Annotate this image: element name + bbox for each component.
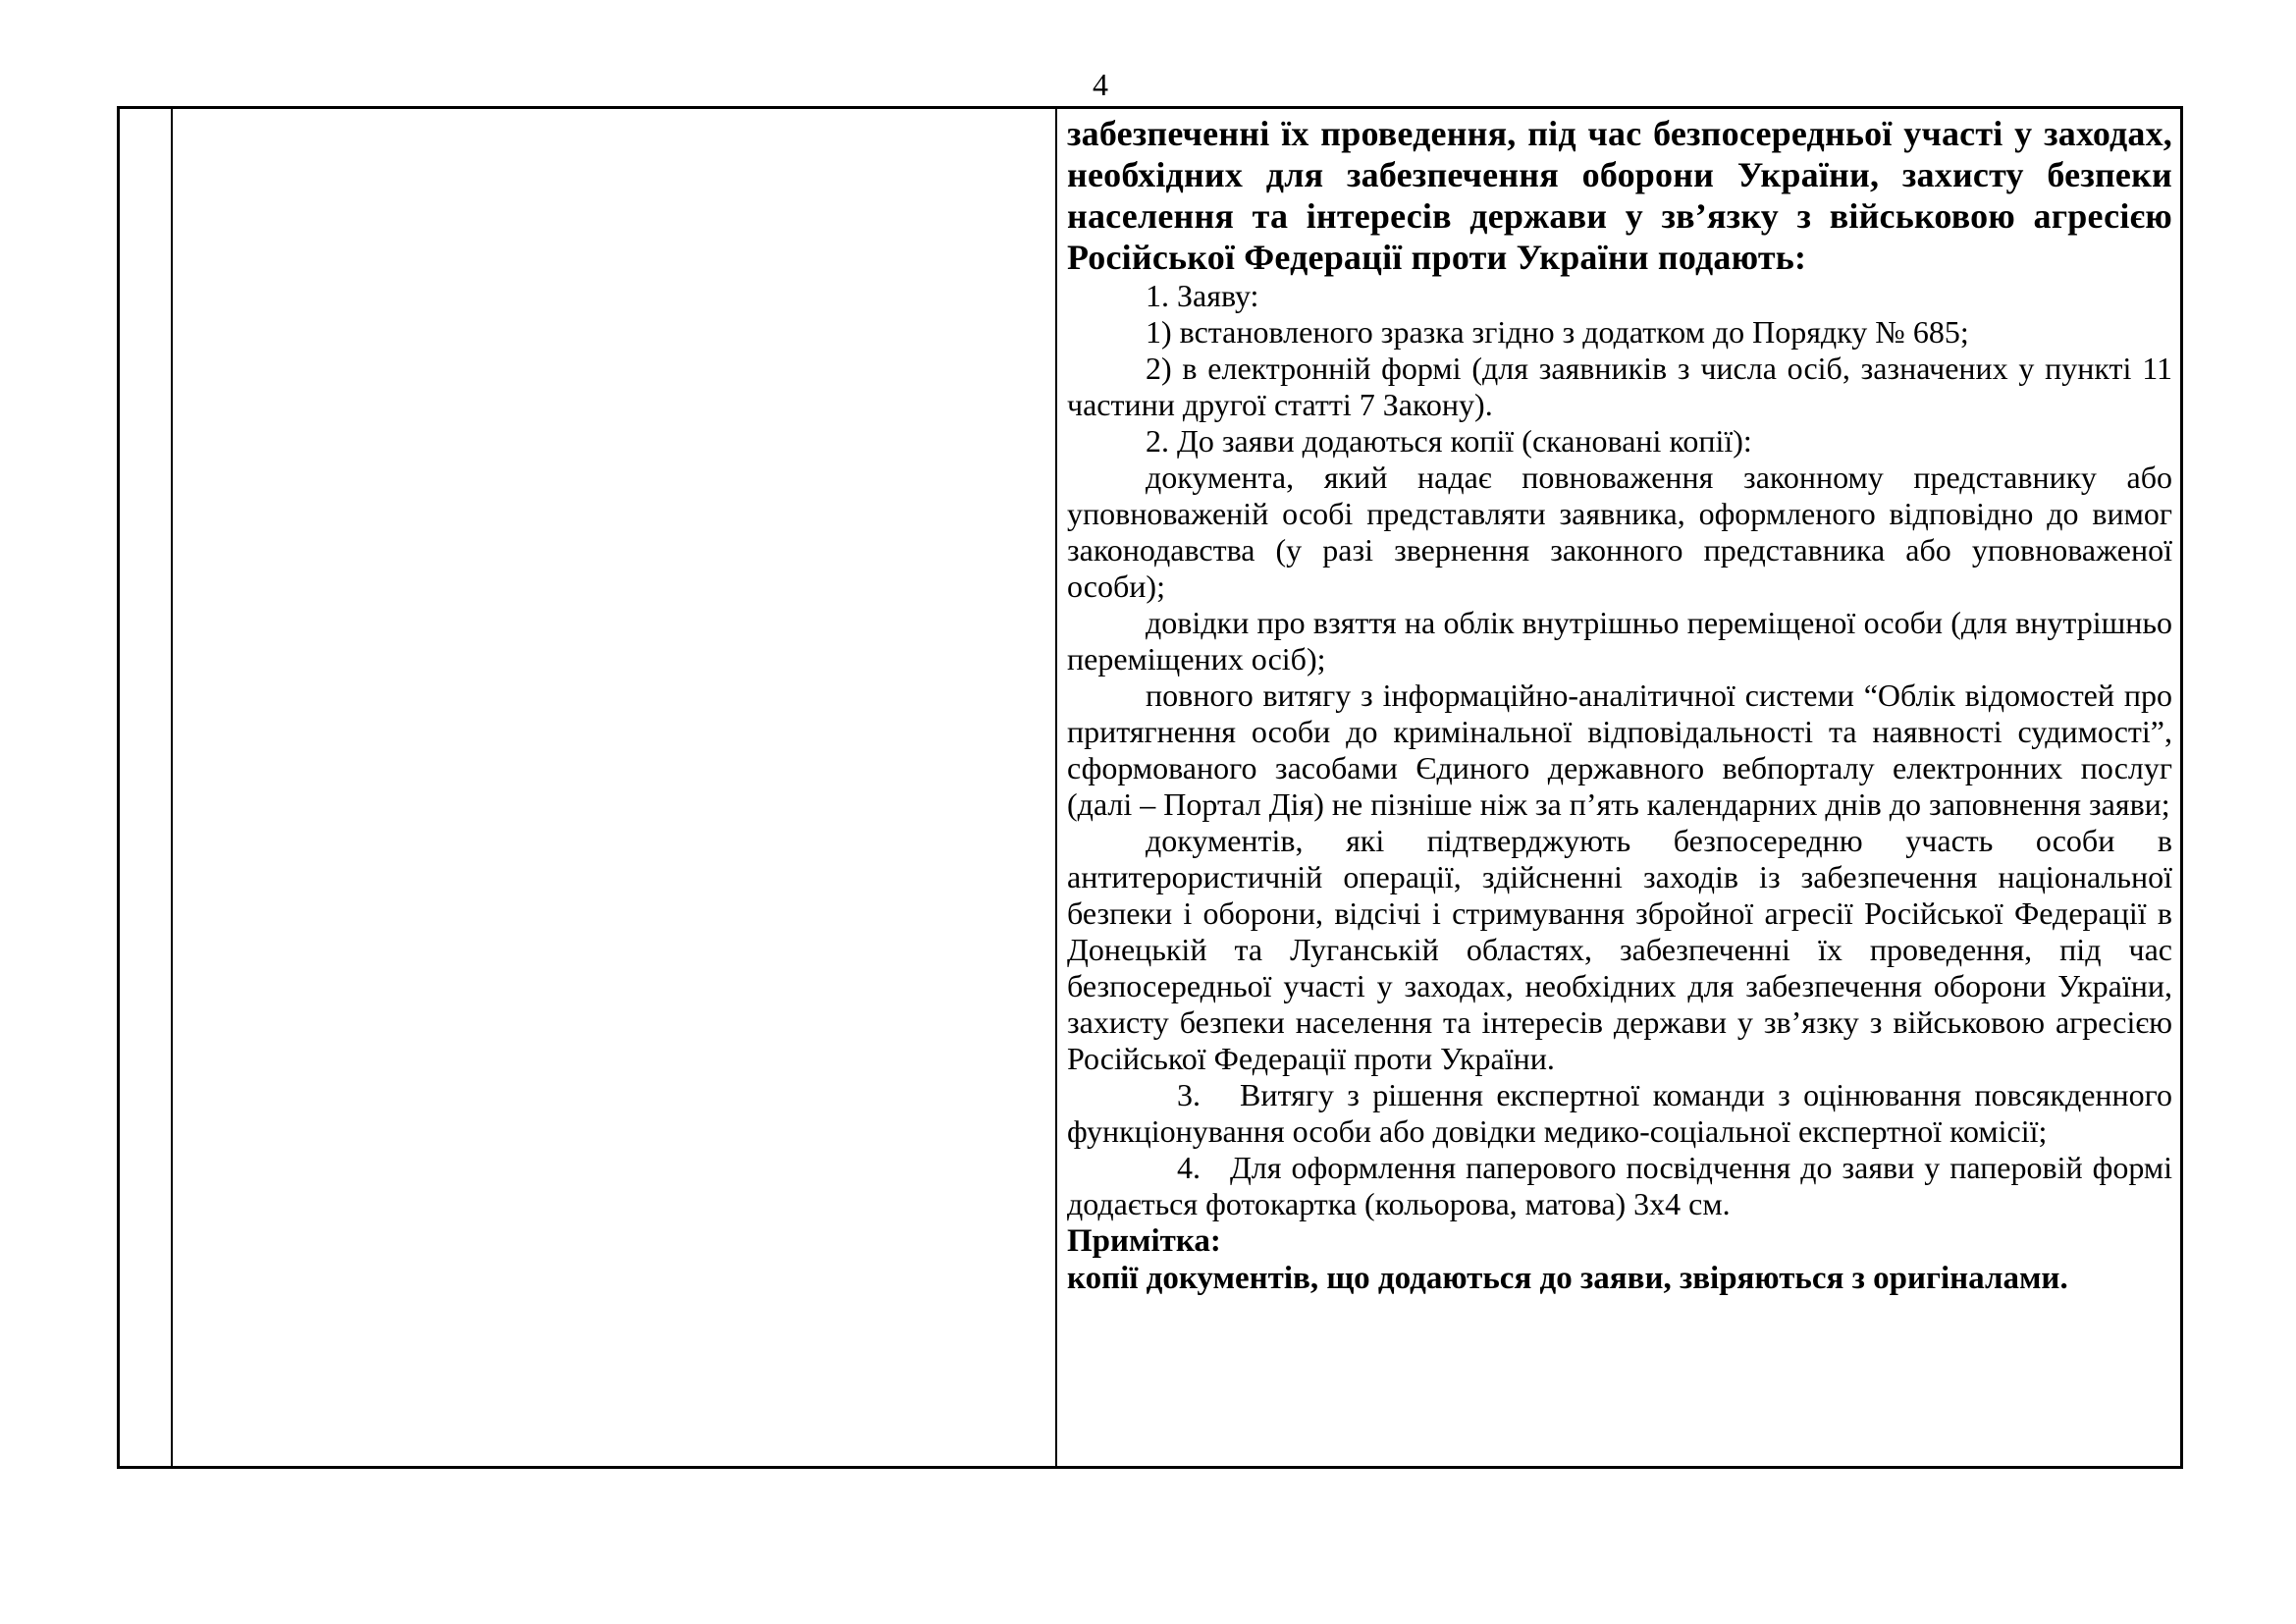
paragraph-note-text: копії документів, що додаються до заяви, звіряються з оригіналами. bbox=[1067, 1261, 2068, 1296]
paragraph-item-4: 4. Для оформлення паперового посвідчення до заяви у паперовій формі додається фотокартка (кольорова, матова) 3х4 см. bbox=[1067, 1150, 2172, 1221]
document-table bbox=[117, 106, 2183, 1469]
paragraph-subitem-1: 1) встановленого зразка згідно з додатком до Порядку № 685; bbox=[1146, 314, 1969, 350]
table-column-text bbox=[1057, 109, 2180, 1466]
paragraph-intro-bold: забезпеченні їх проведення, під час безпосередньої участі у заходах, необхідних для забезпечення оборони України, захисту безпеки населення та інтересів держави у зв’язку з військовою агресією Російської Федерації проти України подають: bbox=[1067, 114, 2172, 277]
paragraph-copy-idp-certificate: довідки про взяття на облік внутрішньо переміщеної особи (для внутрішньо переміщених осіб); bbox=[1067, 605, 2172, 677]
paragraph-copy-participation-docs: документів, які підтверджують безпосередню участь особи в антитерористичній операції, здійсненні заходів із забезпечення національної безпеки і оборони, відсічі і стримування збройної агресії Російської Федерації в Донецькій та Луганській областях, забезпеченні їх проведення, під час безпосередньої участі у заходах, необхідних для забезпечення оборони України, захисту безпеки населення та інтересів держави у зв’язку з військовою агресією Російської Федерації проти України. bbox=[1067, 823, 2172, 1076]
paragraph-item-2: 2. До заяви додаються копії (скановані копії): bbox=[1146, 423, 1752, 459]
paragraph-copy-document: документа, який надає повноваження законному представнику або уповноваженій особі представляти заявника, оформленого відповідно до вимог законодавства (у разі звернення законного представника або уповноваженої особи); bbox=[1067, 460, 2172, 604]
table-column-left-empty bbox=[120, 109, 173, 1466]
paragraph-item-1: 1. Заяву: bbox=[1146, 278, 1259, 313]
page-number: 4 bbox=[1093, 67, 1108, 102]
paragraph-note-label: Примітка: bbox=[1067, 1223, 1221, 1259]
paragraph-copy-extract: повного витягу з інформаційно-аналітичної системи “Облік відомостей про притягнення особи до кримінальної відповідальності та наявності судимості”, сформованого засобами Єдиного державного вебпорталу електронних послуг (далі – Портал Дія) не пізніше ніж за п’ять календарних днів до заповнення заяви; bbox=[1067, 677, 2172, 822]
paragraph-subitem-2: 2) в електронній формі (для заявників з числа осіб, зазначених у пункті 11 частини другої статті 7 Закону). bbox=[1067, 351, 2172, 422]
table-column-middle-empty bbox=[173, 109, 1057, 1466]
paragraph-item-3: 3. Витягу з рішення експертної команди з оцінювання повсякденного функціонування особи або довідки медико-соціальної експертної комісії; bbox=[1067, 1077, 2172, 1149]
